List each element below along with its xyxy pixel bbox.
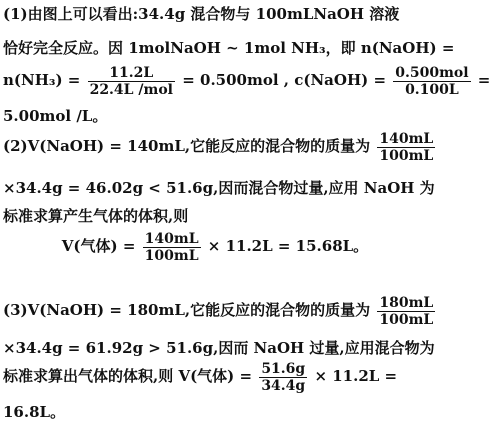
fraction-volume-ratio [377,131,435,164]
fraction-numerator: 11.2L [88,65,175,82]
part3-line3-post: × 11.2L = [314,367,398,385]
fraction-mass-ratio [259,361,307,394]
part1-line2: 恰好完全反应。因 1molNaOH ~ 1mol NH₃，即 n(NaOH) = [3,39,455,57]
fraction-denominator: 0.100L [405,81,459,98]
fraction-denominator: 100mL [379,147,434,164]
part1-line3-mid: = 0.500mol , c(NaOH) = [182,71,387,89]
part1-line1: (1)由图上可以看出:34.4g 混合物与 100mLNaOH 溶液 [3,5,400,23]
fraction-numerator: 180mL [379,294,434,311]
fraction-denominator: 100mL [379,311,434,328]
part2-line4-pre: V(气体) = [61,237,136,255]
part2-line4 [0,228,430,264]
part2-line2: ×34.4g = 46.02g < 51.6g,因而混合物过量,应用 NaOH 为 [3,179,435,197]
part1-line3-post: = [477,71,490,89]
fraction-volume-ratio [143,231,201,264]
fraction-numerator: 140mL [379,130,434,147]
part3-line1 [3,292,437,328]
part3-line3 [3,358,397,394]
part2-line3: 标准求算产生气体的体积,则 [3,207,189,225]
fraction-numerator: 140mL [144,230,199,247]
fraction-volume-ratio [377,295,435,328]
part3-line4: 16.8L。 [3,403,66,421]
fraction-denominator: 100mL [144,247,199,264]
part1-line4: 5.00mol /L。 [3,107,108,125]
fraction-nh3-moles [88,65,175,98]
part3-line1-pre: (3)V(NaOH) = 180mL,它能反应的混合物的质量为 [3,301,371,319]
fraction-denominator: 22.4L /mol [89,81,173,98]
fraction-numerator: 0.500mol [395,64,469,81]
fraction-numerator: 51.6g [261,360,306,377]
part2-line4-post: × 11.2L = 15.68L。 [207,237,369,255]
part3-line2: ×34.4g = 61.92g > 51.6g,因而 NaOH 过量,应用混合物为 [3,339,435,357]
part2-line1 [3,128,437,164]
fraction-denominator: 34.4g [261,377,306,394]
part1-line3 [3,62,490,98]
fraction-concentration [393,65,470,98]
part3-line3-pre: 标准求算出气体的体积,则 V(气体) = [3,367,253,385]
part1-line3-pre: n(NH₃) = [3,71,81,89]
part2-line1-pre: (2)V(NaOH) = 140mL,它能反应的混合物的质量为 [3,137,371,155]
